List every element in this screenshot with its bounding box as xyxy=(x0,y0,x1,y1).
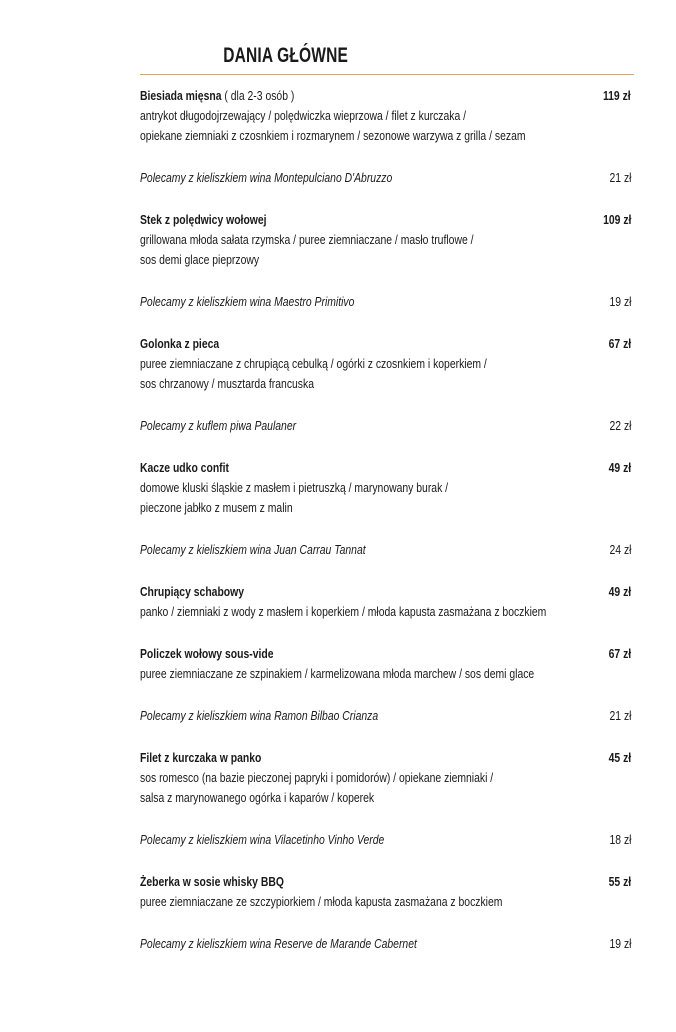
dish-name: Biesiada mięsna xyxy=(140,88,222,103)
dish-name: Policzek wołowy sous-vide xyxy=(140,646,274,661)
dish-name: Chrupiący schabowy xyxy=(140,584,245,599)
dish-list xyxy=(140,86,631,954)
pairing-row xyxy=(140,540,631,560)
pairing-row xyxy=(140,168,631,188)
dish-description: grillowana młoda sałata rzymska / puree ziemniaczane / masło truflowe / xyxy=(140,232,474,247)
pairing-text: Polecamy z kieliszkiem wina Vilacetinho Vinho Verde xyxy=(140,832,385,847)
dish-price: 67 zł xyxy=(608,646,631,661)
pairing-price: 19 zł xyxy=(609,936,631,951)
pairing-price: 21 zł xyxy=(609,170,631,185)
dish-note: ( dla 2-3 osób ) xyxy=(221,88,295,103)
dish-item xyxy=(140,644,631,684)
dish-item xyxy=(140,872,631,912)
pairing-price: 21 zł xyxy=(609,708,631,723)
dish-description: domowe kluski śląskie z masłem i pietruszką / marynowany burak / xyxy=(140,480,449,495)
pairing-row xyxy=(140,706,631,726)
dish-item xyxy=(140,748,631,808)
pairing-row xyxy=(140,292,631,312)
dish-name: Filet z kurczaka w panko xyxy=(140,750,262,765)
dish-name: Golonka z pieca xyxy=(140,336,220,351)
pairing-row xyxy=(140,830,631,850)
dish-description: puree ziemniaczane z chrupiącą cebulką / ogórki z czosnkiem i koperkiem / xyxy=(140,356,487,371)
dish-description: sos demi glace pieprzowy xyxy=(140,252,260,267)
dish-price: 49 zł xyxy=(608,460,631,475)
dish-description: sos chrzanowy / musztarda francuska xyxy=(140,376,314,391)
dish-description: puree ziemniaczane ze szpinakiem / karmelizowana młoda marchew / sos demi glace xyxy=(140,666,535,681)
dish-description: antrykot długodojrzewający / polędwiczka wieprzowa / filet z kurczaka / xyxy=(140,108,467,123)
dish-description: salsa z marynowanego ogórka i kaparów / koperek xyxy=(140,790,375,805)
pairing-price: 24 zł xyxy=(609,542,631,557)
pairing-text: Polecamy z kieliszkiem wina Montepulciano D'Abruzzo xyxy=(140,170,393,185)
pairing-row xyxy=(140,934,631,954)
dish-name: Stek z polędwicy wołowej xyxy=(140,212,267,227)
dish-name: Żeberka w sosie whisky BBQ xyxy=(140,874,284,889)
dish-price: 109 zł xyxy=(602,212,631,227)
pairing-row xyxy=(140,416,631,436)
dish-description: opiekane ziemniaki z czosnkiem i rozmarynem / sezonowe warzywa z grilla / sezam xyxy=(140,128,526,143)
dish-price: 49 zł xyxy=(608,584,631,599)
dish-price: 55 zł xyxy=(608,874,631,889)
dish-item xyxy=(140,582,631,622)
dish-description: puree ziemniaczane ze szczypiorkiem / młoda kapusta zasmażana z boczkiem xyxy=(140,894,503,909)
dish-item xyxy=(140,458,631,518)
pairing-text: Polecamy z kieliszkiem wina Juan Carrau Tannat xyxy=(140,542,366,557)
pairing-price: 22 zł xyxy=(609,418,631,433)
dish-price: 45 zł xyxy=(608,750,631,765)
dish-name: Kacze udko confit xyxy=(140,460,229,475)
dish-description: panko / ziemniaki z wody z masłem i koperkiem / młoda kapusta zasmażana z boczkiem xyxy=(140,604,547,619)
dish-description: pieczone jabłko z musem z malin xyxy=(140,500,293,515)
section-title: DANIA GŁÓWNE xyxy=(223,44,348,67)
pairing-text: Polecamy z kieliszkiem wina Maestro Primitivo xyxy=(140,294,355,309)
dish-item xyxy=(140,86,631,146)
dish-item xyxy=(140,334,631,394)
pairing-text: Polecamy z kieliszkiem wina Reserve de Marande Cabernet xyxy=(140,936,417,951)
pairing-price: 18 zł xyxy=(609,832,631,847)
title-divider xyxy=(140,74,634,75)
dish-description: sos romesco (na bazie pieczonej papryki i pomidorów) / opiekane ziemniaki / xyxy=(140,770,494,785)
dish-item xyxy=(140,210,631,270)
pairing-price: 19 zł xyxy=(609,294,631,309)
pairing-text: Polecamy z kuflem piwa Paulaner xyxy=(140,418,297,433)
pairing-text: Polecamy z kieliszkiem wina Ramon Bilbao Crianza xyxy=(140,708,379,723)
dish-price: 67 zł xyxy=(608,336,631,351)
dish-price: 119 zł xyxy=(603,88,631,103)
